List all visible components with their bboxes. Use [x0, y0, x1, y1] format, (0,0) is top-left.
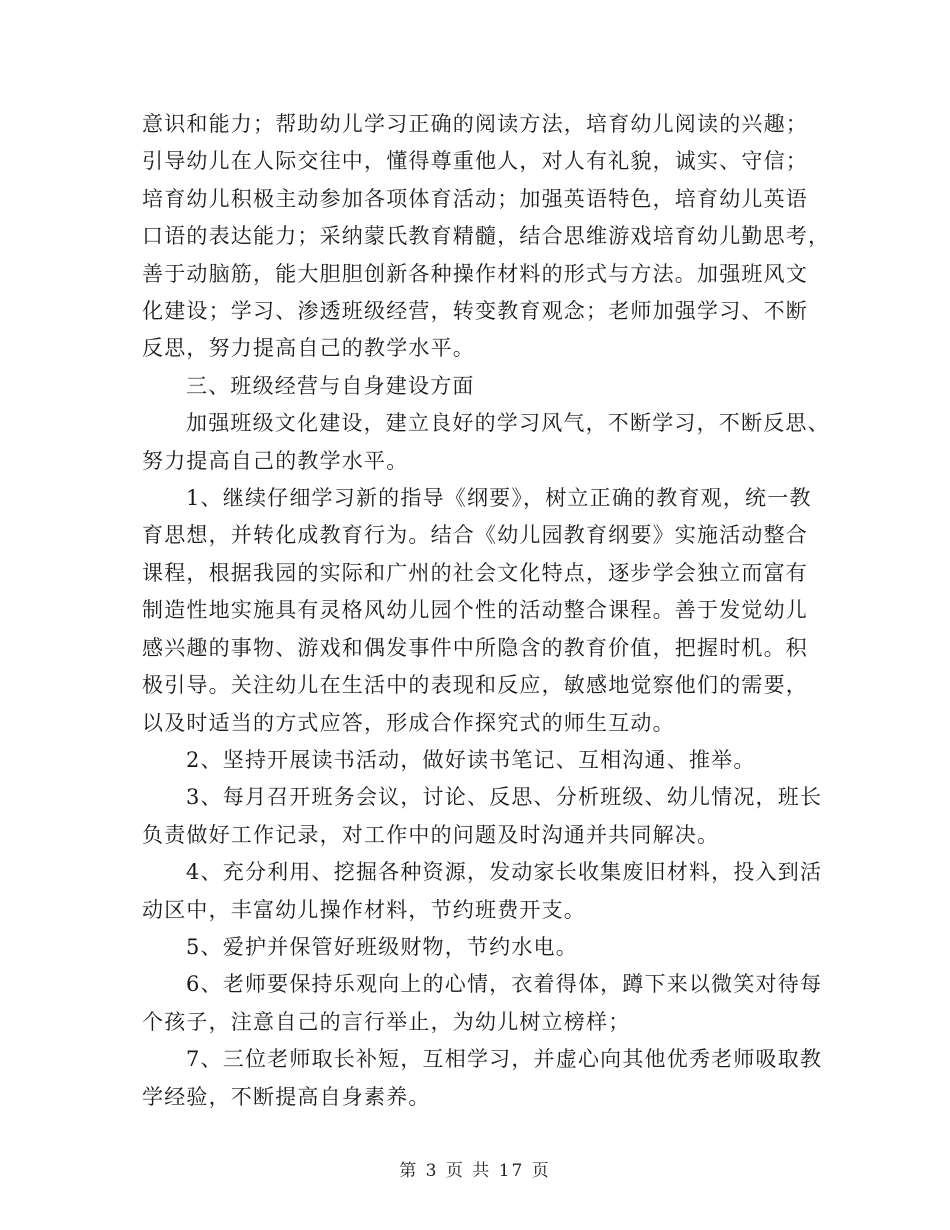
text-line: 2、坚持开展读书活动，做好读书笔记、互相沟通、推举。 — [186, 747, 756, 772]
text-line: 1、继续仔细学习新的指导《纲要》，树立正确的教育观，统一教 — [186, 486, 812, 511]
text-line: 口语的表达能力；采纳蒙氏教育精髓，结合思维游戏培育幼儿勤思考， — [142, 224, 831, 249]
text-line: 三、班级经营与自身建设方面 — [186, 373, 475, 398]
text-line: 学经验，不断提高自身素养。 — [142, 1084, 431, 1109]
text-line: 3、每月召开班务会议，讨论、反思、分析班级、幼儿情况，班长 — [186, 785, 823, 810]
text-line: 制造性地实施具有灵格风幼儿园个性的活动整合课程。善于发觉幼儿 — [142, 598, 808, 623]
document-body — [142, 106, 831, 1116]
text-line: 培育幼儿积极主动参加各项体育活动；加强英语特色，培育幼儿英语 — [142, 186, 808, 211]
text-line: 4、充分利用、挖掘各种资源，发动家长收集废旧材料，投入到活 — [186, 860, 823, 885]
text-line: 加强班级文化建设，建立良好的学习风气，不断学习，不断反思、 — [186, 411, 830, 436]
text-line: 动区中，丰富幼儿操作材料，节约班费开支。 — [142, 897, 586, 922]
text-line: 努力提高自己的教学水平。 — [142, 448, 409, 473]
text-line: 课程，根据我园的实际和广州的社会文化特点，逐步学会独立而富有 — [142, 560, 808, 585]
text-line: 意识和能力；帮助幼儿学习正确的阅读方法，培育幼儿阅读的兴趣； — [142, 112, 808, 136]
text-line: 6、老师要保持乐观向上的心情，衣着得体，蹲下来以微笑对待每 — [186, 972, 823, 997]
text-line: 育思想，并转化成教育行为。结合《幼儿园教育纲要》实施活动整合 — [142, 523, 808, 548]
text-line: 善于动脑筋，能大胆胆创新各种操作材料的形式与方法。加强班风文 — [142, 261, 808, 286]
page-number-footer: 第 3 页 共 17 页 — [399, 1161, 551, 1181]
text-line: 7、三位老师取长补短，互相学习，并虚心向其他优秀老师吸取教 — [186, 1047, 823, 1072]
text-line: 以及时适当的方式应答，形成合作探究式的师生互动。 — [142, 710, 675, 735]
text-line: 5、爱护并保管好班级财物，节约水电。 — [186, 934, 578, 959]
text-line: 化建设；学习、渗透班级经营，转变教育观念；老师加强学习、不断 — [142, 299, 808, 324]
text-line: 负责做好工作记录，对工作中的问题及时沟通并共同解决。 — [142, 822, 720, 847]
text-line: 感兴趣的事物、游戏和偶发事件中所隐含的教育价值，把握时机。积 — [142, 635, 808, 660]
text-line: 引导幼儿在人际交往中，懂得尊重他人，对人有礼貌，诚实、守信； — [142, 149, 808, 174]
text-line: 个孩子，注意自己的言行举止，为幼儿树立榜样； — [142, 1009, 631, 1034]
text-line: 极引导。关注幼儿在生活中的表现和反应，敏感地觉察他们的需要， — [142, 673, 808, 698]
text-line: 反思，努力提高自己的教学水平。 — [142, 336, 475, 361]
